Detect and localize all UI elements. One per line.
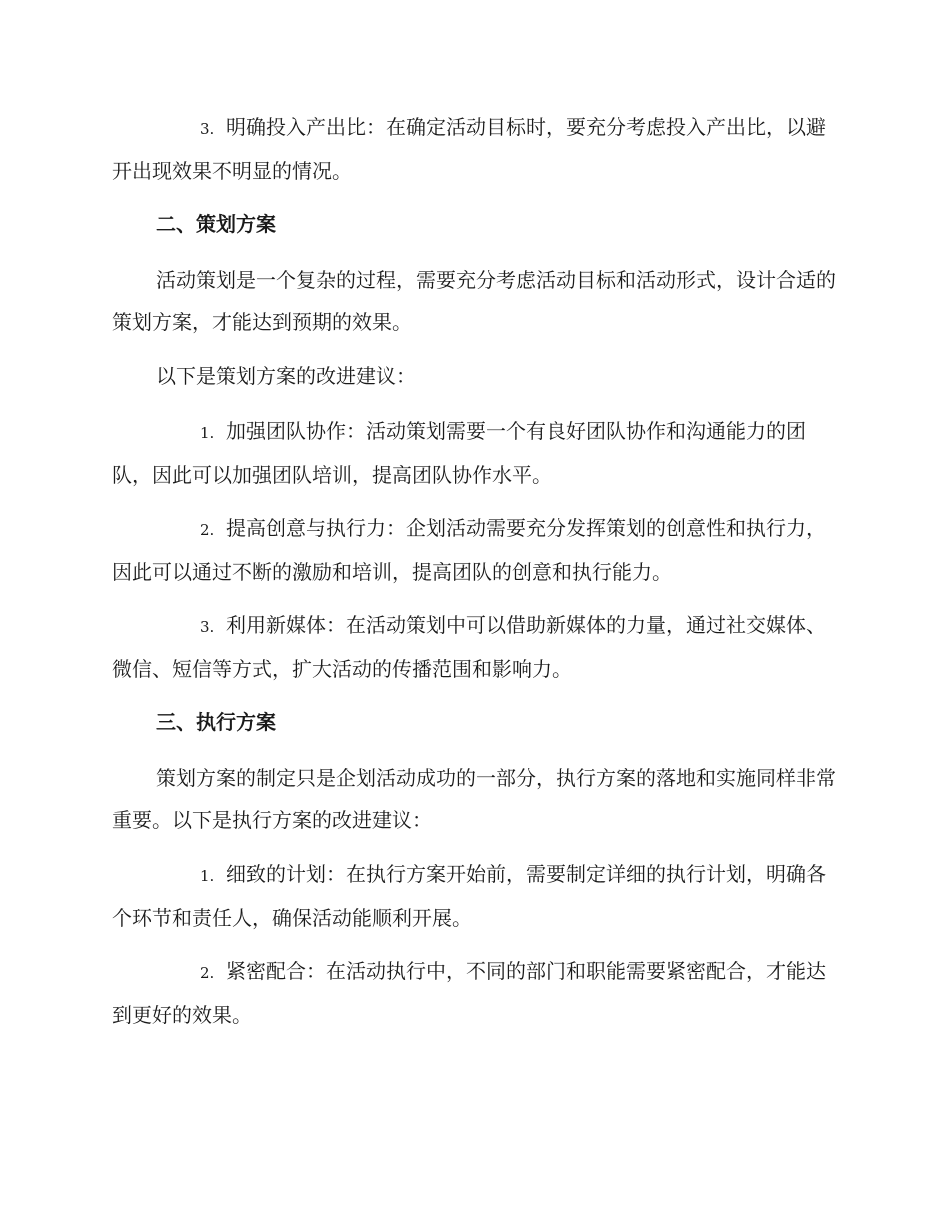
list-number: 3. (200, 120, 215, 138)
paragraph: 活动策划是一个复杂的过程，需要充分考虑活动目标和活动形式，设计合适的策划方案，才能达到预期的效果。 (112, 268, 836, 334)
list-item (112, 853, 838, 939)
list-number: 2. (200, 964, 215, 982)
paragraph: 以下是策划方案的改进建议： (156, 364, 416, 388)
list-number: 3. (200, 618, 215, 636)
list-item-text: 紧密配合：在活动执行中，不同的部门和职能需要紧密配合，才能达到更好的效果。 (112, 959, 826, 1027)
list-item (112, 106, 838, 192)
list-number: 1. (200, 867, 215, 885)
list-item-text: 细致的计划：在执行方案开始前，需要制定详细的执行计划，明确各个环节和责任人，确保活动能顺利开展。 (112, 862, 826, 930)
paragraph: 策划方案的制定只是企划活动成功的一部分，执行方案的落地和实施同样非常重要。以下是执行方案的改进建议： (112, 766, 836, 832)
list-item-text: 加强团队协作：活动策划需要一个有良好团队协作和沟通能力的团队，因此可以加强团队培训，提高团队协作水平。 (112, 419, 806, 487)
section-heading: 二、策划方案 (156, 212, 276, 236)
list-number: 1. (200, 424, 215, 442)
list-item-text: 利用新媒体：在活动策划中可以借助新媒体的力量，通过社交媒体、微信、短信等方式，扩大活动的传播范围和影响力。 (112, 613, 826, 681)
list-item-text: 提高创意与执行力：企划活动需要充分发挥策划的创意性和执行力，因此可以通过不断的激励和培训，提高团队的创意和执行能力。 (112, 516, 826, 584)
list-item (112, 950, 838, 1036)
list-item-text: 明确投入产出比：在确定活动目标时，要充分考虑投入产出比，以避开出现效果不明显的情况。 (112, 115, 826, 183)
section-heading: 三、执行方案 (156, 710, 276, 734)
list-item (112, 507, 838, 593)
list-number: 2. (200, 521, 215, 539)
list-item (112, 604, 838, 690)
list-item (112, 410, 838, 496)
